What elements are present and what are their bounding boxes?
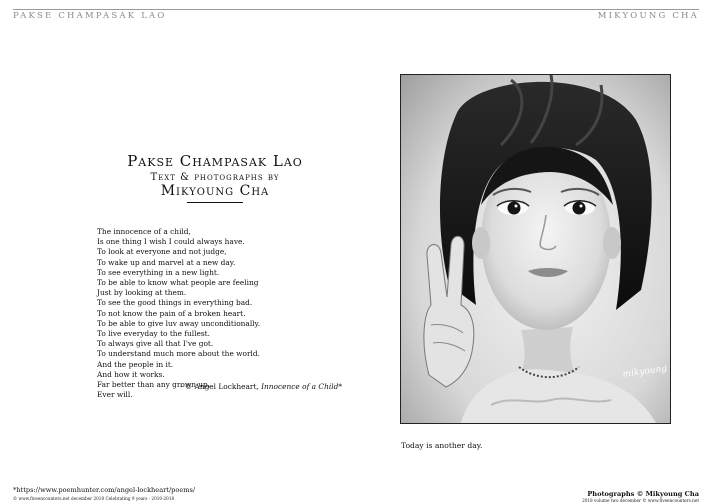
article-title: Pakse Champasak Lao bbox=[127, 152, 303, 170]
footnote-url: *https://www.poemhunter.com/angel-lockheart/poems/ bbox=[13, 486, 196, 494]
photo-credit: Photographs © Mikyoung Cha bbox=[587, 490, 699, 498]
poem-line: Far better than any grown up, bbox=[97, 380, 211, 390]
poem bbox=[97, 227, 367, 400]
poem-line: To be able to know what people are feeling bbox=[97, 278, 259, 288]
poem-line: Ever will. bbox=[97, 390, 133, 400]
title-divider bbox=[187, 202, 243, 203]
poem-line: To not know the pain of a broken heart. bbox=[97, 308, 246, 318]
photographer-signature: mikyoung bbox=[622, 363, 668, 380]
poem-line: To always give all that I've got. bbox=[97, 339, 214, 349]
poem-line: To look at everyone and not judge, bbox=[97, 247, 227, 257]
running-header-left: PAKSE CHAMPASAK LAO bbox=[13, 11, 167, 21]
footer-copyright-right: 2018 volume two december © www.fiveencounters.net bbox=[582, 498, 699, 503]
photo-caption: Today is another day. bbox=[401, 441, 483, 450]
footer-copyright-left: © www.fiveencounters.net december 2018 Celebrating 9 years - 2010-2018 bbox=[13, 496, 175, 501]
attribution-author: - © Angel Lockheart, bbox=[179, 382, 262, 391]
attribution-title: Innocence of a Child* bbox=[261, 382, 342, 391]
poem-line: Is one thing I wish I could always have. bbox=[97, 237, 245, 247]
poem-line: And the people in it. bbox=[97, 359, 174, 369]
running-header-right: MIKYOUNG CHA bbox=[597, 11, 699, 21]
poem-line: And how it works. bbox=[97, 369, 165, 379]
poem-line: To understand much more about the world. bbox=[97, 349, 260, 359]
poem-line: The innocence of a child, bbox=[97, 227, 191, 236]
poem-line: To live everyday to the fullest. bbox=[97, 329, 211, 339]
portrait-photo bbox=[401, 75, 670, 423]
poem-line: To be able to give luv away unconditionally. bbox=[97, 318, 261, 328]
poem-line: To see the good things in everything bad. bbox=[97, 298, 253, 308]
article-author: Mikyoung Cha bbox=[160, 183, 270, 199]
poem-line: To wake up and marvel at a new day. bbox=[97, 257, 236, 267]
article-subtitle: Text & photographs by bbox=[150, 172, 280, 183]
title-block bbox=[60, 152, 370, 203]
poem-attribution bbox=[97, 382, 342, 391]
poem-line: Just by looking at them. bbox=[97, 288, 187, 298]
portrait-illustration bbox=[401, 75, 670, 423]
poem-line: To see everything in a new light. bbox=[97, 267, 220, 277]
header-rule bbox=[13, 9, 699, 10]
